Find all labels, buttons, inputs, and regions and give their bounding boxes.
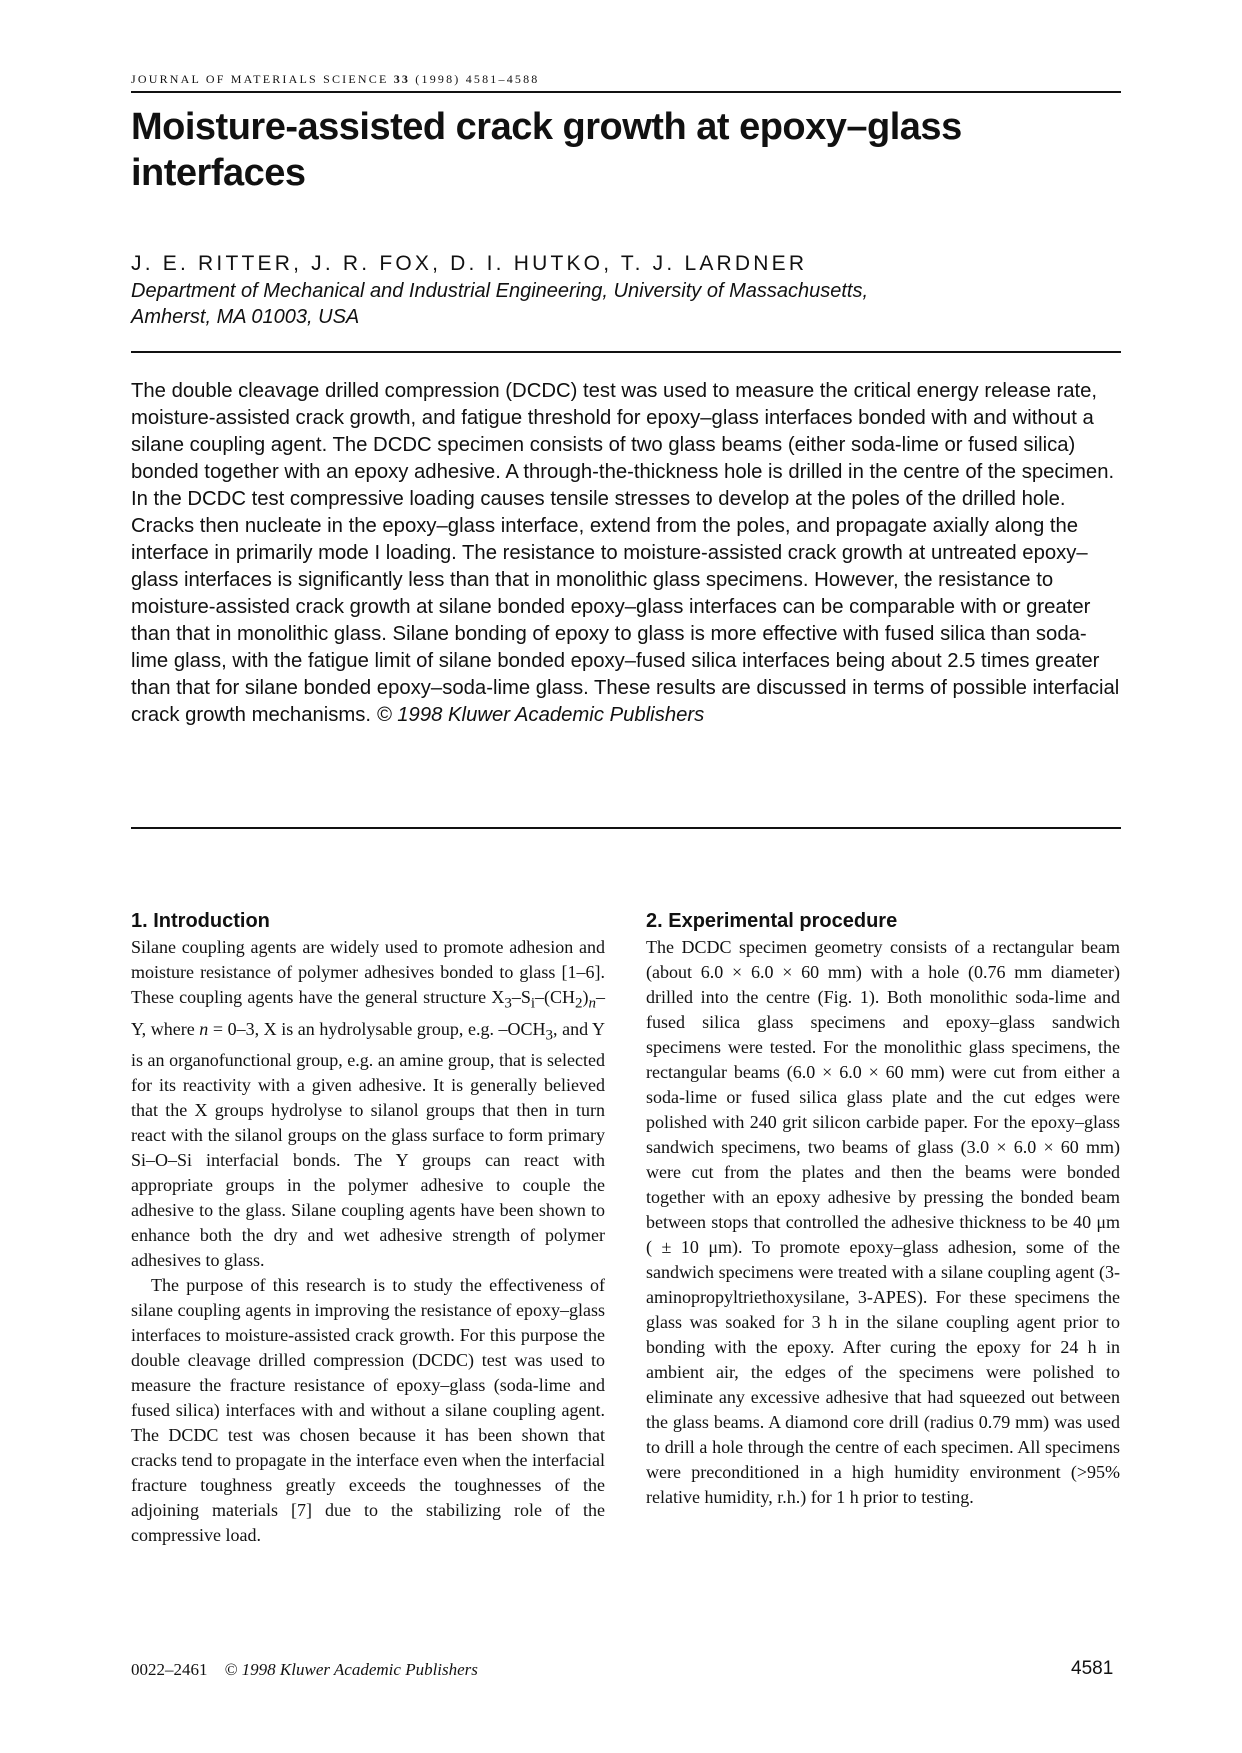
paragraph: The DCDC specimen geometry consists of a rectangular beam (about 6.0 × 6.0 × 60 mm) with a hole (0.76 mm diameter) drilled into the centre (Fig. 1). Both monolithic soda-lime and fused silica glass specimens and epoxy–glass sandwich specimens were tested. For the monolithic glass specimens, the rectangular beams (6.0 × 6.0 × 60 mm) were cut from either a soda-lime or fused silica glass plate and the cut edges were polished with 240 grit silicon carbide paper. For the epoxy–glass sandwich specimens, two beams of glass (3.0 × 6.0 × 60 mm) were cut from the plates and then the beams were bonded together with an epoxy adhesive by pressing the bonded beam between stops that controlled the adhesive thickness to be 40 μm ( ± 10 μm). To promote epoxy–glass adhesion, some of the sandwich specimens were treated with a silane coupling agent (3-aminopropyltriethoxysilane, 3-APES). For these specimens the glass was soaked for 3 h in the silane coupling agent prior to bonding with the epoxy. After curing the epoxy for 24 h in ambient air, the edges of the specimens were polished to eliminate any excessive adhesive that had squeezed out between the glass beams. A diamond core drill (radius 0.79 mm) was used to drill a hole through the centre of each specimen. All specimens were preconditioned in a high humidity environment (>95% relative humidity, r.h.) for 1 h prior to testing. bbox=[646, 937, 1120, 1507]
paragraph: The purpose of this research is to study the effectiveness of silane coupling agents in improving the resistance of epoxy–glass interfaces to moisture-assisted crack growth. For this purpose the double cleavage drilled compression (DCDC) test was used to measure the fracture resistance of epoxy–glass (soda-lime and fused silica) interfaces with and without a silane coupling agent. The DCDC test was chosen because it has been shown that cracks tend to propagate in the interface even when the interfacial fracture toughness greatly exceeds the toughnesses of the adjoining materials [7] due to the stabilizing role of the compressive load. bbox=[131, 1275, 605, 1546]
publisher-copyright: © 1998 Kluwer Academic Publishers bbox=[224, 1660, 478, 1679]
abstract-copyright: © 1998 Kluwer Academic Publishers bbox=[376, 704, 705, 726]
journal-volume: 33 bbox=[393, 72, 411, 86]
abstract bbox=[131, 378, 1121, 729]
journal-header bbox=[131, 72, 540, 87]
issn: 0022–2461 bbox=[131, 1660, 208, 1679]
footer-copyright bbox=[131, 1660, 478, 1680]
affiliation-line: Amherst, MA 01003, USA bbox=[131, 306, 360, 328]
right-column bbox=[646, 908, 1120, 1510]
article-title: Moisture-assisted crack growth at epoxy–glass interfaces bbox=[131, 106, 962, 194]
affiliation-line: Department of Mechanical and Industrial Engineering, University of Massachusetts, bbox=[131, 280, 869, 302]
abstract-text: The double cleavage drilled compression (DCDC) test was used to measure the critical energy release rate, moisture-assisted crack growth, and fatigue threshold for epoxy–glass interfaces bonded with and without a silane coupling agent. The DCDC specimen consists of two glass beams (either soda-lime or fused silica) bonded together with an epoxy adhesive. A through-the-thickness hole is drilled in the centre of the specimen. In the DCDC test compressive loading causes tensile stresses to develop at the poles of the drilled hole. Cracks then nucleate in the epoxy–glass interface, extend from the poles, and propagate axially along the interface in primarily mode I loading. The resistance to moisture-assisted crack growth at untreated epoxy–glass interfaces is significantly less than that in monolithic glass specimens. However, the resistance to moisture-assisted crack growth at silane bonded epoxy–glass interfaces can be comparable with or greater than that in monolithic glass. Silane bonding of epoxy to glass is more effective with fused silica than soda-lime glass, with the fatigue limit of silane bonded epoxy–fused silica interfaces being about 2.5 times greater than that for silane bonded epoxy–soda-lime glass. These results are discussed in terms of possible interfacial crack growth mechanisms. bbox=[131, 380, 1120, 726]
left-column bbox=[131, 908, 605, 1548]
section-heading-introduction: 1. Introduction bbox=[131, 910, 270, 932]
journal-year-pages: (1998) 4581–4588 bbox=[410, 72, 540, 86]
section-heading-experimental-procedure: 2. Experimental procedure bbox=[646, 910, 898, 932]
abstract-bottom-rule bbox=[131, 827, 1121, 829]
paragraph: Silane coupling agents are widely used to promote adhesion and moisture resistance of polymer adhesives bonded to glass [1–6]. These coupling agents have the general structure $X_3-S_i-(CH_2)_n-Y$, where n = 0–3, X is an hydrolysable group, e.g. $-OCH_3$, and Y is an organofunctional group, e.g. an amine group, that is selected for its reactivity with a given adhesive. It is generally believed that the X groups hydrolyse to silanol groups that then in turn react with the silanol groups on the glass surface to form primary Si–O–Si interfacial bonds. The Y groups can react with appropriate groups in the polymer adhesive to couple the adhesive to the glass. Silane coupling agents have been shown to enhance both the dry and wet adhesive strength of polymer adhesives to glass. bbox=[131, 937, 605, 1271]
page-number: 4581 bbox=[1071, 1658, 1114, 1679]
abstract-top-rule bbox=[131, 351, 1121, 353]
affiliation bbox=[131, 278, 1121, 330]
journal-name: JOURNAL OF MATERIALS SCIENCE bbox=[131, 72, 394, 86]
author-list: J. E. RITTER, J. R. FOX, D. I. HUTKO, T. J. LARDNER bbox=[131, 252, 808, 275]
header-rule bbox=[131, 91, 1121, 93]
